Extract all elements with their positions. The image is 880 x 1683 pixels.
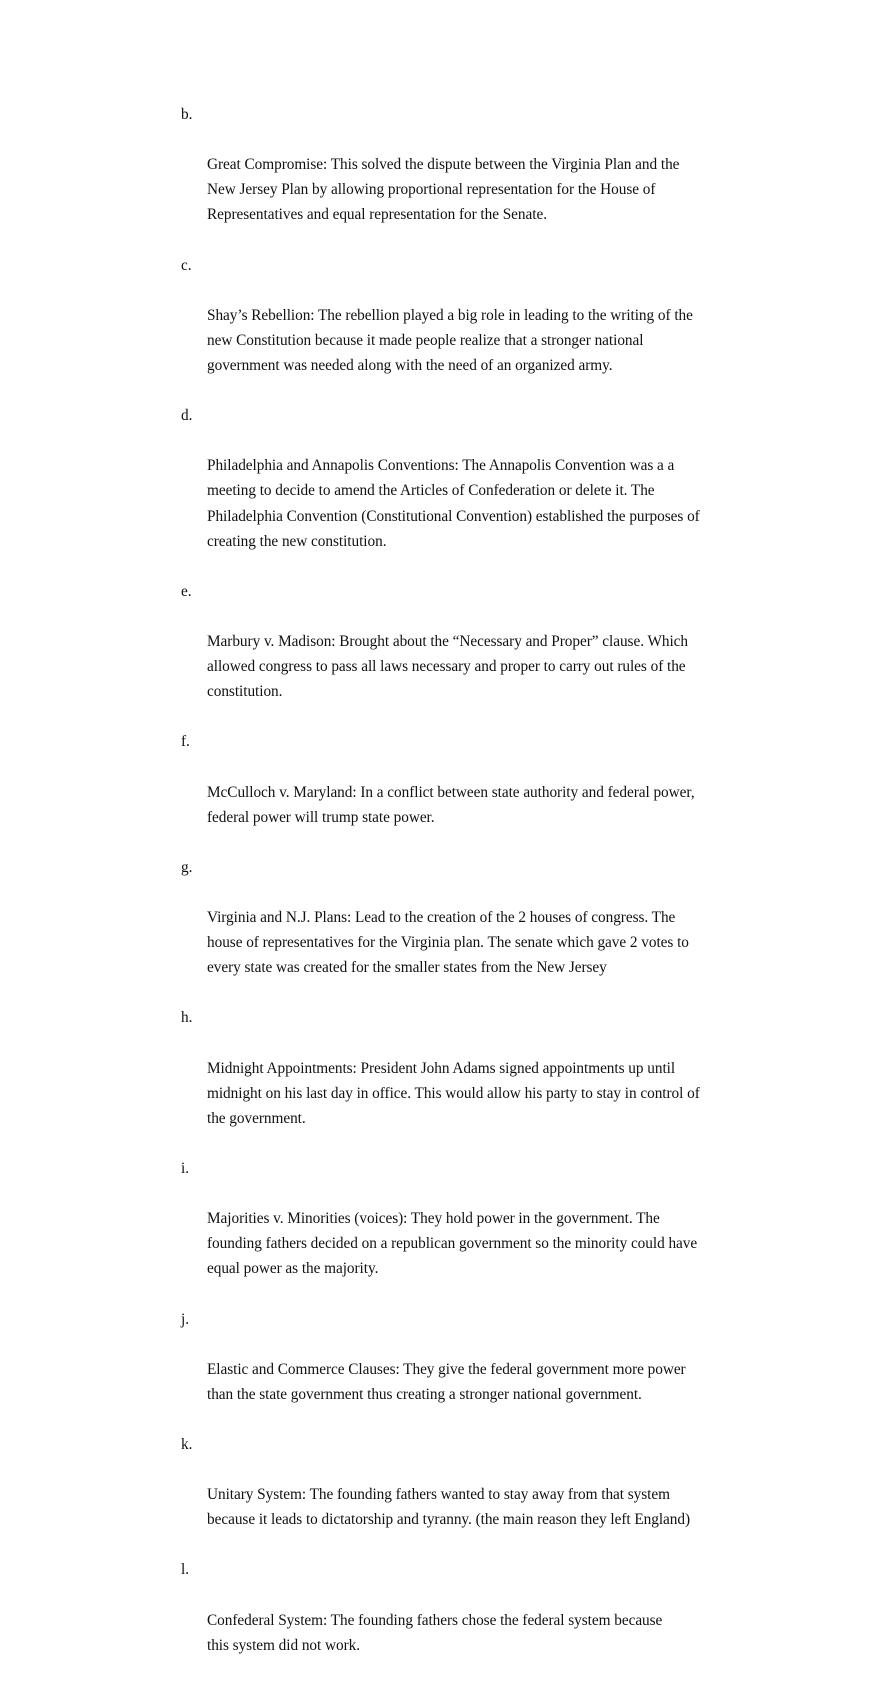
list-item-text: Confederal System: The founding fathers chose the federal system because this system did not work. xyxy=(207,1611,663,1654)
list-marker: g. xyxy=(181,858,193,876)
list-item xyxy=(181,1005,741,1156)
list-item-text: Elastic and Commerce Clauses: They give the federal government more power than the state government thus creating a stronger national government. xyxy=(207,1360,686,1403)
list-marker: i. xyxy=(181,1159,189,1177)
list-item xyxy=(181,1156,741,1307)
list-marker: b. xyxy=(181,106,193,123)
list-item-text: Midnight Appointments: President John Adams signed appointments up until midnight on his last day in office. This would allow his party to stay in control of the government. xyxy=(207,1059,700,1127)
list-item-text: Virginia and N.J. Plans: Lead to the creation of the 2 houses of congress. The house of representatives for the Virginia plan. The senate which gave 2 votes to every state was created for the smaller states from the New Jersey xyxy=(207,909,689,977)
list-item-text: Majorities v. Minorities (voices): They hold power in the government. The founding fathers decided on a republican government so the minority could have equal power as the majority. xyxy=(207,1210,698,1278)
list-marker: j. xyxy=(181,1310,189,1328)
list-item xyxy=(181,102,741,253)
list-item-text: McCulloch v. Maryland: In a conflict between state authority and federal power, federal power will trump state power. xyxy=(207,783,695,826)
list-item xyxy=(181,1557,741,1682)
list-item-text: Shay’s Rebellion: The rebellion played a big role in leading to the writing of the new Constitution because it made people realize that a stronger national government was needed along with the need of an organized army. xyxy=(207,306,693,374)
list-marker: k. xyxy=(181,1435,193,1453)
lettered-list xyxy=(181,102,741,1683)
list-item-text: Unitary System: The founding fathers wanted to stay away from that system because it leads to dictatorship and tyranny. (the main reason they left England) xyxy=(207,1486,691,1529)
list-item-text: Philadelphia and Annapolis Conventions: The Annapolis Convention was a a meeting to decide to amend the Articles of Confederation or delete it. The Philadelphia Convention (Constitutional Convention) established the purposes of creating the new constitution. xyxy=(207,457,700,550)
list-item xyxy=(181,855,741,1006)
list-marker: f. xyxy=(181,733,190,751)
list-item xyxy=(181,403,741,579)
list-item xyxy=(181,729,741,854)
list-marker: c. xyxy=(181,256,192,274)
list-item-text: Marbury v. Madison: Brought about the “Necessary and Proper” clause. Which allowed congress to pass all laws necessary and proper to carry out rules of the constitution. xyxy=(207,632,688,701)
list-item xyxy=(181,579,741,730)
list-marker: e. xyxy=(181,582,192,600)
list-item xyxy=(181,253,741,404)
list-marker: h. xyxy=(181,1009,193,1027)
list-marker: l. xyxy=(181,1561,189,1579)
list-item-text: Great Compromise: This solved the dispute between the Virginia Plan and the New Jersey Plan by allowing proportional representation for the House of Representatives and equal representation for the Senate. xyxy=(207,156,680,224)
list-item xyxy=(181,1307,741,1432)
list-item xyxy=(181,1432,741,1557)
list-marker: d. xyxy=(181,407,193,425)
